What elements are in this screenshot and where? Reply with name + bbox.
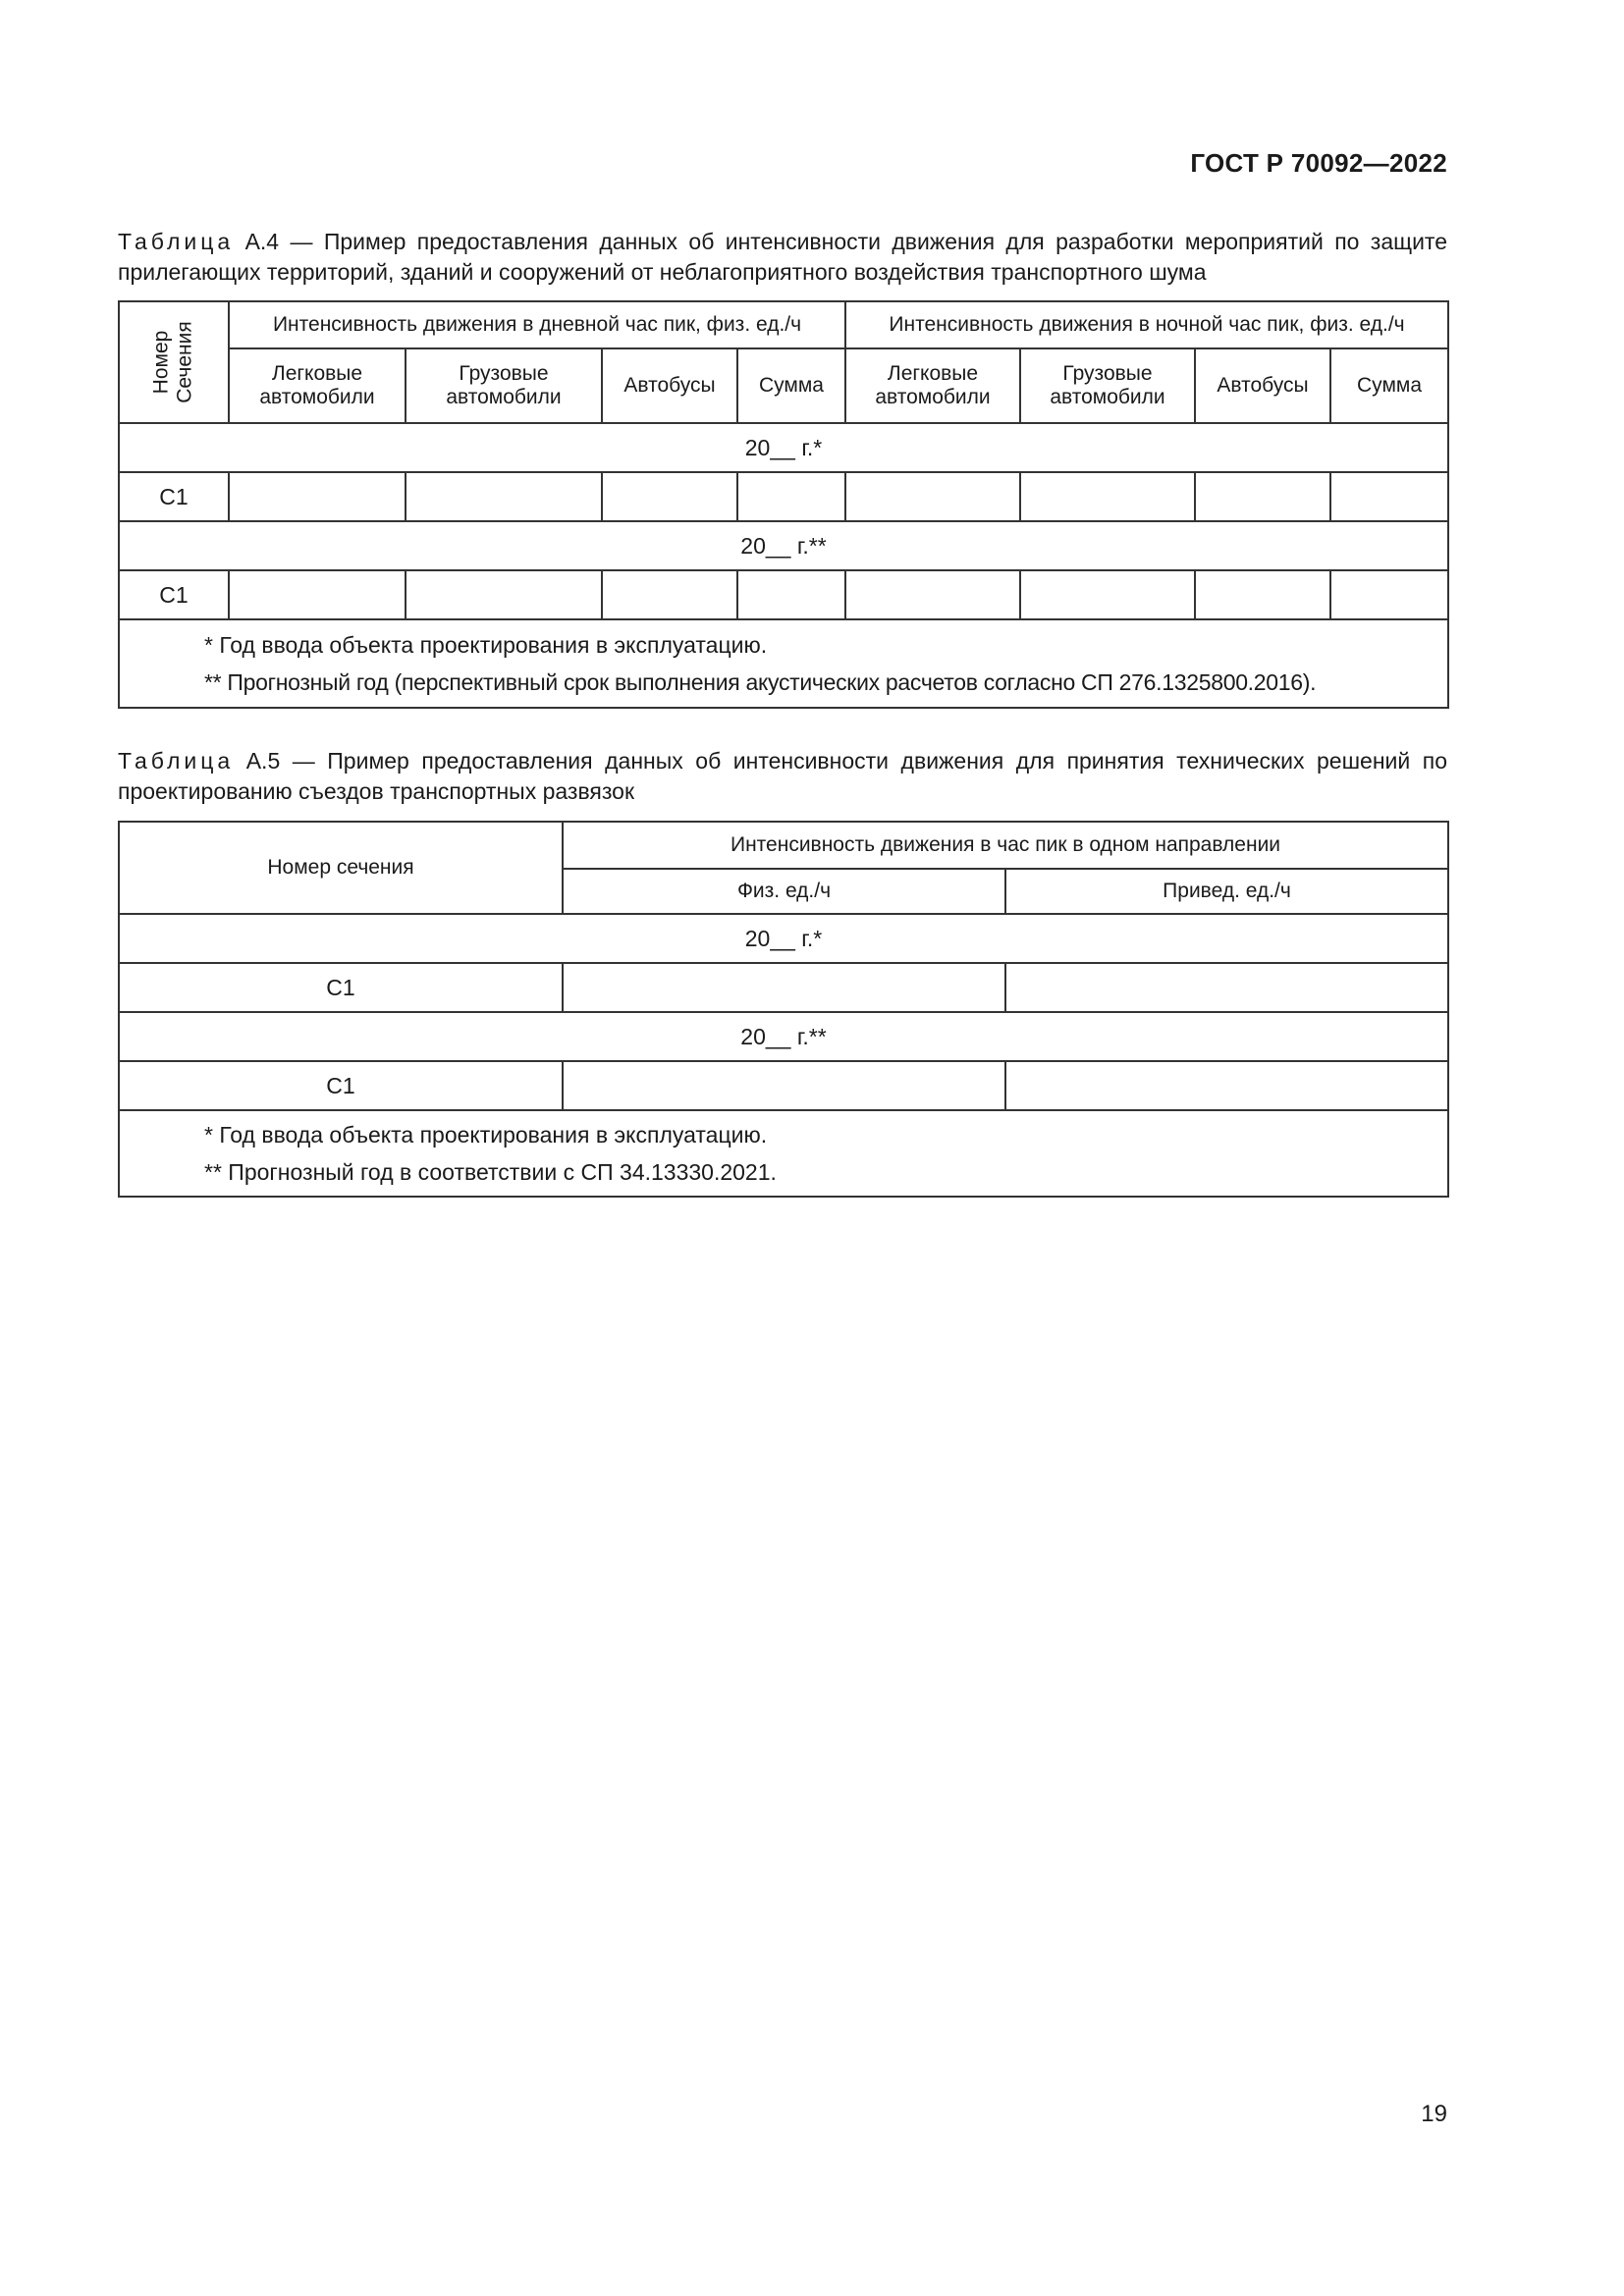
year-row-current: 20__ г.* bbox=[119, 423, 1448, 472]
table-a5-notes bbox=[119, 1110, 1448, 1197]
night-trucks-header: Грузовые автомобили bbox=[1020, 348, 1195, 423]
empty-cell bbox=[229, 570, 406, 619]
table-row bbox=[119, 963, 1448, 1012]
day-cars-header: Легковые автомобили bbox=[229, 348, 406, 423]
table-a4-notes bbox=[119, 619, 1448, 708]
reduced-units-header: Привед. ед./ч bbox=[1005, 869, 1448, 914]
day-peak-header: Интенсивность движения в дневной час пик, физ. ед./ч bbox=[229, 301, 845, 348]
empty-cell bbox=[406, 472, 602, 521]
night-peak-header: Интенсивность движения в ночной час пик, физ. ед./ч bbox=[845, 301, 1448, 348]
section-number-header-line1: Номер bbox=[150, 330, 173, 395]
empty-cell bbox=[563, 963, 1005, 1012]
empty-cell bbox=[1005, 963, 1448, 1012]
empty-cell bbox=[602, 472, 737, 521]
table-a5-note-1: * Год ввода объекта проектирования в эксплуатацию. bbox=[204, 1122, 768, 1148]
table-a5 bbox=[118, 821, 1449, 1198]
year-row-forecast: 20__ г.** bbox=[119, 1012, 1448, 1061]
section-label-cell: С1 bbox=[119, 472, 229, 521]
empty-cell bbox=[845, 472, 1020, 521]
empty-cell bbox=[563, 1061, 1005, 1110]
table-row bbox=[119, 570, 1448, 619]
section-label-cell: С1 bbox=[119, 570, 229, 619]
empty-cell bbox=[1020, 570, 1195, 619]
table-a4-note-2: ** Прогнозный год (перспективный срок выполнения акустических расчетов согласно СП 276.1325800.2016). bbox=[204, 669, 1317, 695]
section-number-header bbox=[119, 301, 229, 423]
table-a4-caption-text: А.4 — Пример предоставления данных об интенсивности движения для разработки мероприятий по защите прилегающих территорий, зданий и сооружений от неблагоприятного воздействия транспортного шума bbox=[118, 229, 1447, 285]
standard-designation: ГОСТ Р 70092—2022 bbox=[1190, 148, 1447, 178]
table-row bbox=[119, 1061, 1448, 1110]
page-number: 19 bbox=[1421, 2101, 1447, 2127]
empty-cell bbox=[1330, 570, 1448, 619]
section-number-header-line2: Сечения bbox=[174, 321, 196, 403]
section-label-cell: С1 bbox=[119, 1061, 563, 1110]
day-trucks-header: Грузовые автомобили bbox=[406, 348, 602, 423]
table-a5-caption-label: Таблица bbox=[118, 748, 235, 774]
table-a4-caption bbox=[118, 227, 1447, 288]
empty-cell bbox=[406, 570, 602, 619]
night-buses-header: Автобусы bbox=[1195, 348, 1330, 423]
year-row-current: 20__ г.* bbox=[119, 914, 1448, 963]
day-sum-header: Сумма bbox=[737, 348, 845, 423]
empty-cell bbox=[1195, 570, 1330, 619]
table-a5-caption bbox=[118, 746, 1447, 807]
empty-cell bbox=[845, 570, 1020, 619]
empty-cell bbox=[229, 472, 406, 521]
section-number-header: Номер сечения bbox=[119, 822, 563, 914]
table-a4 bbox=[118, 300, 1449, 709]
section-label-cell: С1 bbox=[119, 963, 563, 1012]
empty-cell bbox=[737, 570, 845, 619]
night-cars-header: Легковые автомобили bbox=[845, 348, 1020, 423]
empty-cell bbox=[737, 472, 845, 521]
table-a5-caption-text: А.5 — Пример предоставления данных об интенсивности движения для принятия технических решений по проектированию съездов транспортных развязок bbox=[118, 748, 1447, 804]
table-a4-note-1: * Год ввода объекта проектирования в эксплуатацию. bbox=[204, 632, 768, 658]
empty-cell bbox=[602, 570, 737, 619]
year-row-forecast: 20__ г.** bbox=[119, 521, 1448, 570]
empty-cell bbox=[1005, 1061, 1448, 1110]
table-a5-note-2: ** Прогнозный год в соответствии с СП 34.13330.2021. bbox=[204, 1159, 777, 1185]
table-a4-caption-label: Таблица bbox=[118, 229, 235, 254]
empty-cell bbox=[1020, 472, 1195, 521]
night-sum-header: Сумма bbox=[1330, 348, 1448, 423]
peak-direction-header: Интенсивность движения в час пик в одном направлении bbox=[563, 822, 1448, 869]
empty-cell bbox=[1330, 472, 1448, 521]
empty-cell bbox=[1195, 472, 1330, 521]
day-buses-header: Автобусы bbox=[602, 348, 737, 423]
table-row bbox=[119, 472, 1448, 521]
physical-units-header: Физ. ед./ч bbox=[563, 869, 1005, 914]
